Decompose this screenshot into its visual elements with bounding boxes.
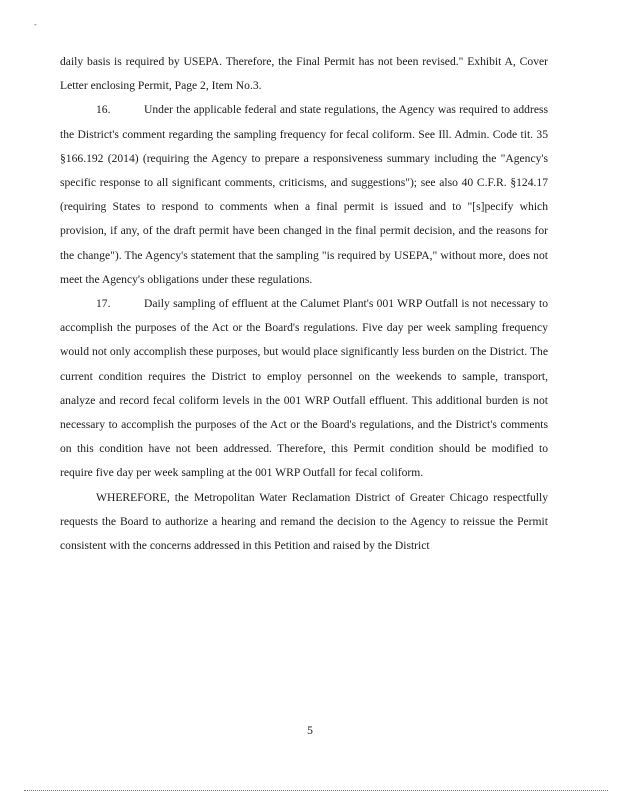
paragraph-text: WHEREFORE, the Metropolitan Water Reclamation District of Greater Chicago respectfully requests the Board to authorize a hearing and remand the decision to the Agency to reissue the Permit consistent with the concerns addressed in this Petition and raised by the District [60, 490, 548, 553]
corner-mark: - [34, 20, 37, 29]
paragraph-text: Daily sampling of effluent at the Calumet Plant's 001 WRP Outfall is not necessary to accomplish the purposes of the Act or the Board's regulations. Five day per week sampling frequency would not only accomplish these purposes, but would place significantly less burden on the District. The current condition requires the District to employ personnel on the weekends to sample, transport, analyze and record fecal coliform levels in the 001 WRP Outfall effluent. This additional burden is not necessary to accomplish the purposes of the Act or the Board's regulations, and the District's comments on this condition have not been addressed. Therefore, this Permit condition should be modified to require five day per week sampling at the 001 WRP Outfall for fecal coliform. [60, 297, 548, 480]
page-number: 5 [307, 724, 313, 737]
body-text [60, 50, 548, 558]
paragraph-continuation [60, 50, 548, 98]
paragraph-17 [60, 292, 548, 486]
footer-rule [24, 790, 608, 791]
paragraph-text: daily basis is required by USEPA. Therefore, the Final Permit has not been revised." Exhibit A, Cover Letter enclosing Permit, Page 2, Item No.3. [60, 55, 548, 93]
paragraph-16 [60, 98, 548, 292]
paragraph-wherefore [60, 486, 548, 559]
paragraph-number: 16. [96, 103, 111, 117]
paragraph-number: 17. [96, 297, 111, 311]
paragraph-text: Under the applicable federal and state regulations, the Agency was required to address the District's comment regarding the sampling frequency for fecal coliform. See Ill. Admin. Code tit. 35 §166.192 (2014) (requiring the Agency to prepare a responsiveness summary including the "Agency's specific response to all significant comments, criticisms, and suggestions"); see also 40 C.F.R. §124.17 (requiring States to respond to comments when a final permit is issued and to "[s]pecify which provision, if any, of the draft permit have been changed in the final permit decision, and the reasons for the change"). The Agency's statement that the sampling "is required by USEPA," without more, does not meet the Agency's obligations under these regulations. [60, 103, 548, 286]
